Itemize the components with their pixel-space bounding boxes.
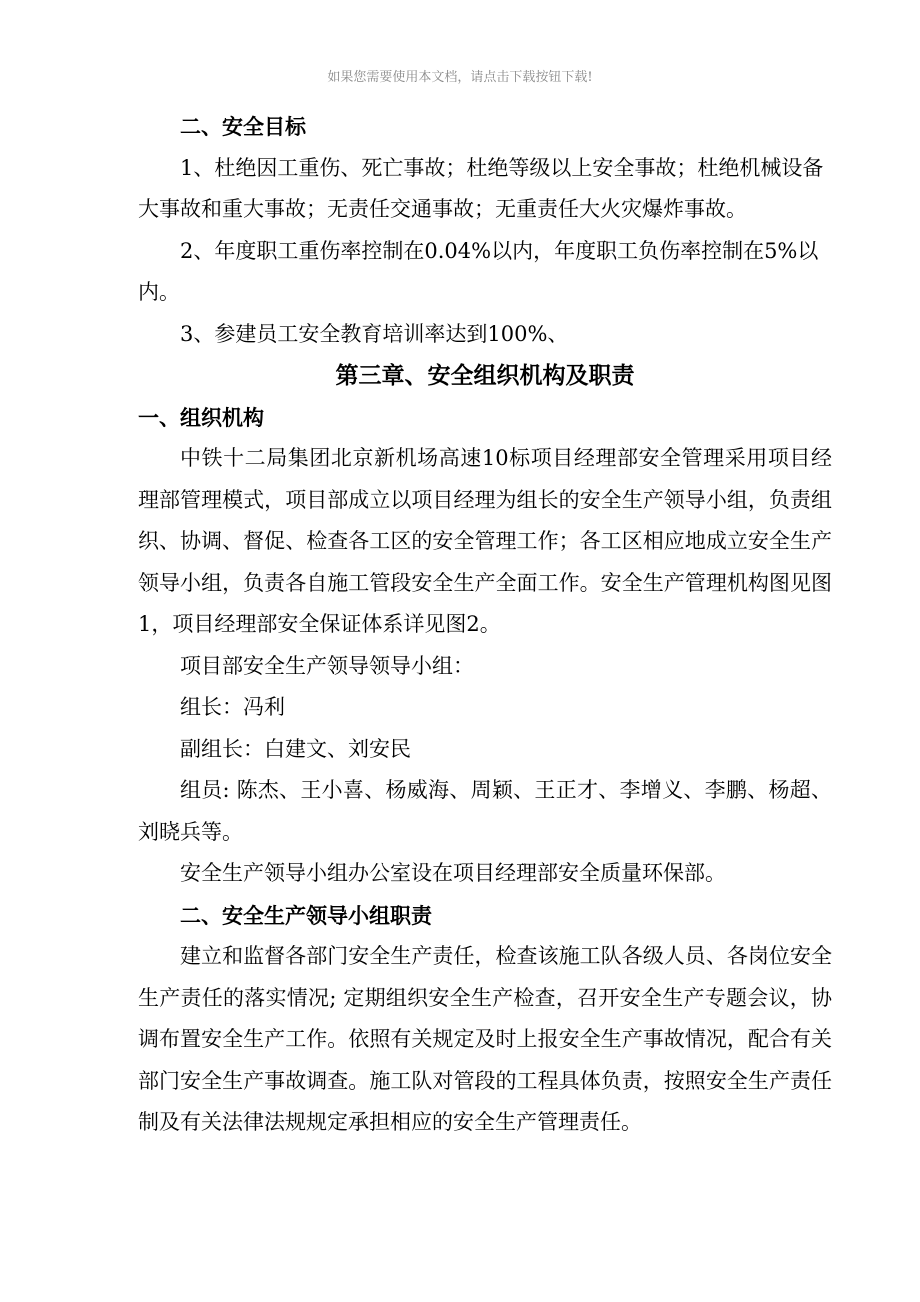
- group-office-location: 安全生产领导小组办公室设在项目经理部安全质量环保部。: [180, 861, 726, 885]
- section-heading-organization: 一、组织机构: [138, 404, 264, 430]
- group-leader: 组长：冯利: [180, 695, 285, 719]
- goal-item-3: 3、参建员工安全教育培训率达到100%、: [180, 321, 569, 346]
- chapter-title: 第三章、安全组织机构及职责: [335, 362, 635, 389]
- group-members: 组员: 陈杰、王小喜、杨威海、周颖、王正才、李增义、李鹏、杨超、刘晓兵等。: [138, 778, 832, 844]
- download-watermark: 如果您需要使用本文档，请点击下载按钮下载!: [327, 70, 593, 85]
- group-duties-paragraph: 建立和监督各部门安全生产责任，检查该施工队各级人员、各岗位安全生产责任的落实情况; 定期组织安全生产检查，召开安全生产专题会议，协调布置安全生产工作。依照有关规定及时上报安全生产事故情况，配合有关部门安全生产事故调查。施工队对管段的工程具体负责，按照安全生产责任制及有关法律法规规定承担相应的安全生产管理责任。: [138, 944, 832, 1134]
- group-deputy-leaders: 副组长：白建文、刘安民: [180, 736, 411, 761]
- goal-item-1: 1、杜绝因工重伤、死亡事故；杜绝等级以上安全事故；杜绝机械设备大事故和重大事故；无责任交通事故；无重责任大火灾爆炸事故。: [138, 155, 824, 221]
- section-heading-group-duties: 二、安全生产领导小组职责: [180, 902, 432, 928]
- section-heading-safety-goals: 二、安全目标: [180, 114, 306, 139]
- organization-intro-paragraph: 中铁十二局集团北京新机场高速10标项目经理部安全管理采用项目经理部管理模式，项目部成立以项目经理为组长的安全生产领导小组，负责组织、协调、督促、检查各工区的安全管理工作；各工区相应地成立安全生产领导小组，负责各自施工管段安全生产全面工作。安全生产管理机构图见图1，项目经理部安全保证体系详见图2。: [138, 446, 832, 636]
- leadership-group-title: 项目部安全生产领导领导小组：: [180, 653, 474, 678]
- goal-item-2: 2、年度职工重伤率控制在0.04%以内，年度职工负伤率控制在5%以内。: [138, 238, 819, 304]
- document-body: [138, 106, 832, 1144]
